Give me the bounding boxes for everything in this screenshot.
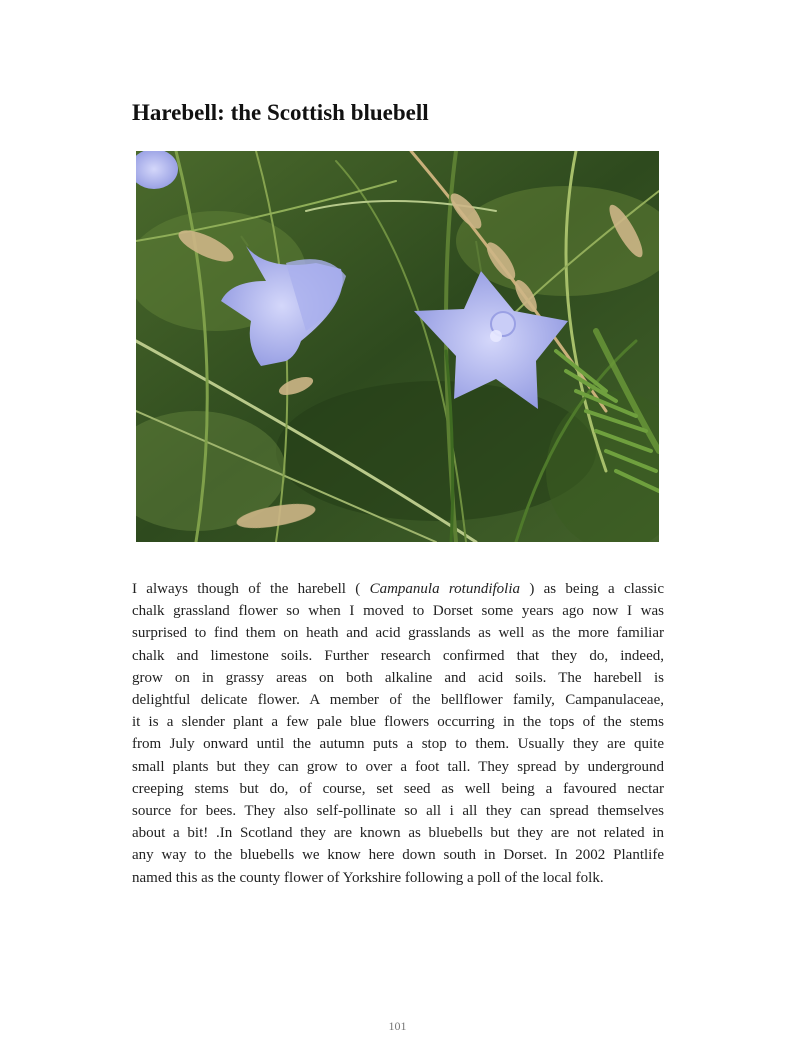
page-number: 101: [388, 1019, 407, 1033]
body-line: surprised to find them on heath and acid grasslands as well as the more familiar: [132, 625, 664, 642]
body-line: delightful delicate flower. A member of the bellflower family, Campanulaceae,: [132, 692, 664, 709]
body-line: any way to the bluebells we know here down south in Dorset. In 2002 Plantlife: [132, 847, 664, 864]
body-line: named this as the county flower of Yorkshire following a poll of the local folk.: [132, 869, 604, 886]
body-line: chalk and limestone soils. Further research confirmed that they do, indeed,: [132, 647, 664, 664]
body-line: I always though of the harebell ( Campanula rotundifolia ) as being a classic: [132, 581, 664, 597]
body-line: creeping stems but do, of course, set seed as well being a favoured nectar: [132, 780, 664, 797]
body-line: it is a slender plant a few pale blue flowers occurring in the tops of the stems: [132, 714, 664, 731]
harebell-photo-illustration: [136, 151, 659, 542]
harebell-photo: [136, 151, 659, 542]
body-line: from July onward until the autumn puts a stop to them. Usually they are quite: [132, 736, 664, 753]
body-line: small plants but they can grow to over a foot tall. They spread by underground: [132, 758, 664, 775]
body-line: chalk grassland flower so when I moved to Dorset some years ago now I was: [132, 603, 664, 620]
page-title: Harebell: the Scottish bluebell: [132, 100, 429, 125]
body-line: about a bit! .In Scotland they are known as bluebells but they are not related in: [132, 825, 664, 842]
body-line: grow on in grassy areas on both alkaline and acid soils. The harebell is: [132, 669, 664, 686]
species-name: Campanula rotundifolia: [369, 581, 521, 597]
body-line: source for bees. They also self-pollinate so all i all they can spread themselves: [132, 803, 664, 820]
article-body: [132, 578, 664, 889]
